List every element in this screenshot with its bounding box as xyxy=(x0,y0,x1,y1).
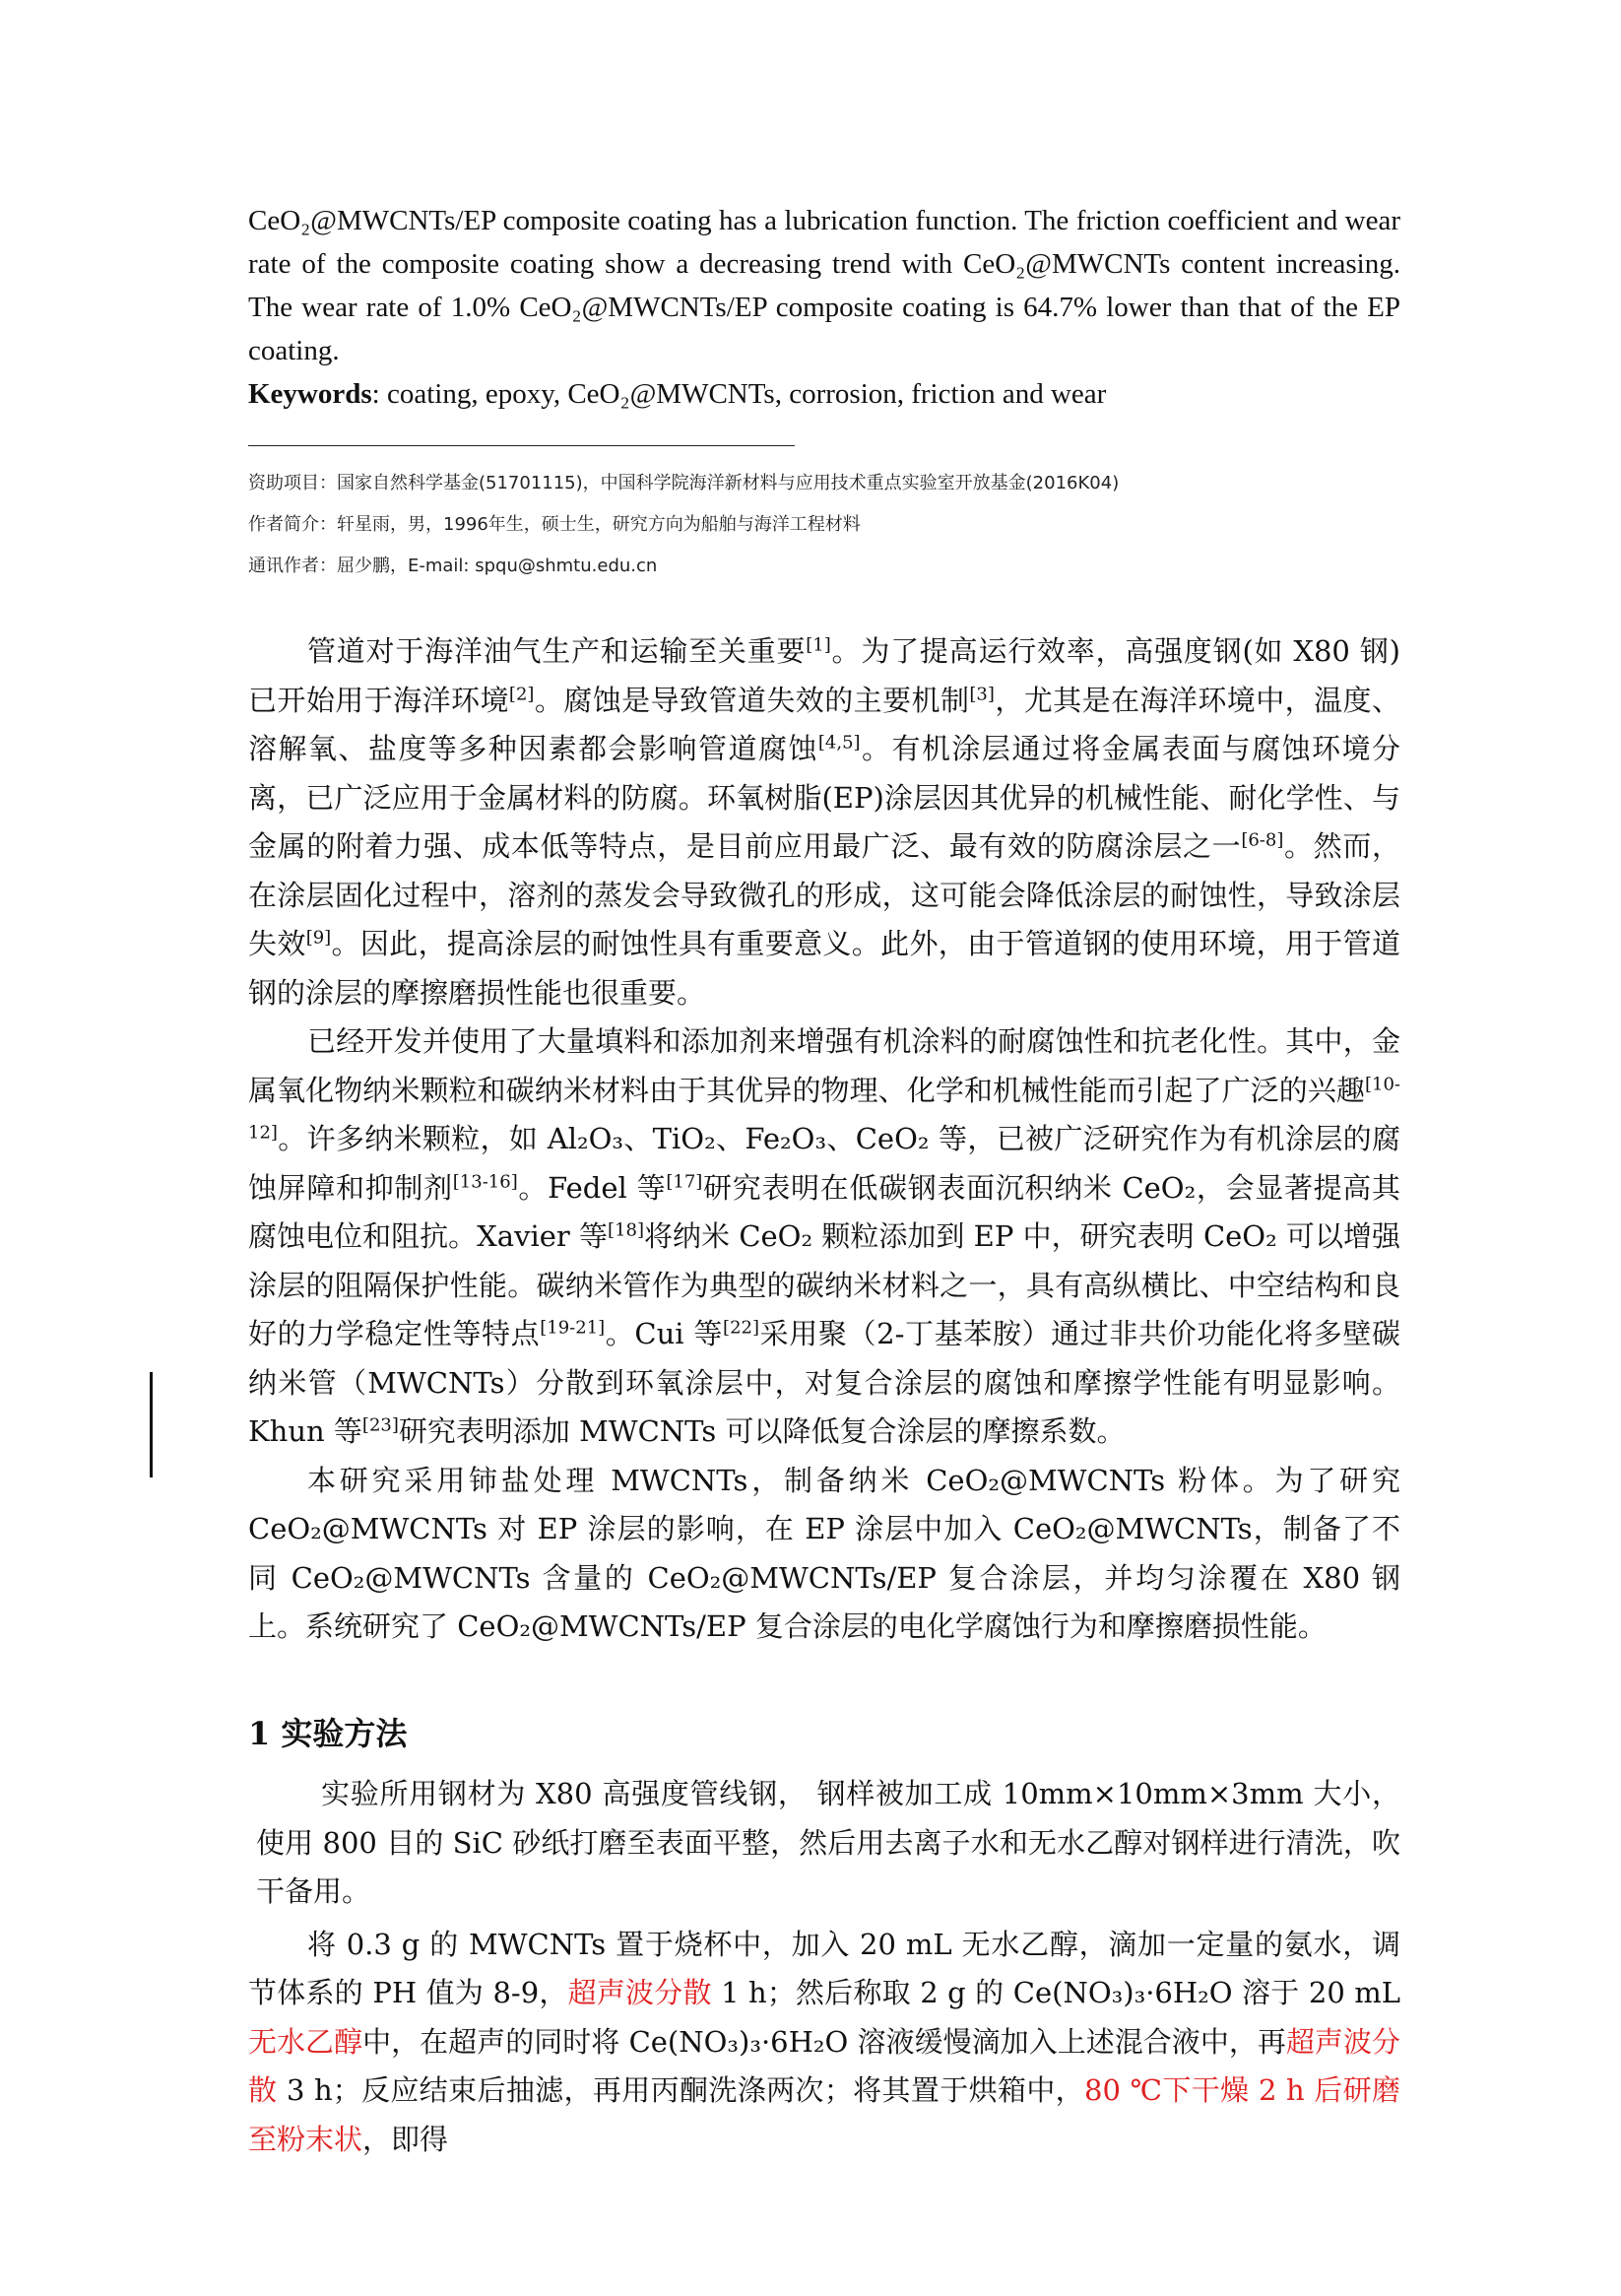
text: 采用聚（2-丁基苯胺）通过非共价功能化将多壁碳纳米管（MWCNTs）分散到环氧涂层中，对复合涂层的腐蚀和摩擦学性能有明显影响。Khun 等 xyxy=(248,1317,1400,1448)
citation: [1] xyxy=(806,634,831,656)
citation: [2] xyxy=(508,683,535,704)
text: 。Fedel 等 xyxy=(517,1170,667,1205)
methods-paragraph-1: 实验所用钢材为 X80 高强度管线钢， 钢样被加工成 10mm×10mm×3mm 大小，使用 800 目的 SiC 砂纸打磨至表面平整，然后用去离子水和无水乙醇对钢样进行清洗，吹干备用。 xyxy=(256,1777,1400,1908)
section-heading: 1 实验方法 xyxy=(248,1715,408,1752)
text: 3 h；反应结束后抽滤，再用丙酮洗涤两次；将其置于烘箱中， xyxy=(277,2073,1085,2107)
text: 已经开发并使用了大量填料和添加剂来增强有机涂料的耐腐蚀性和抗老化性。其中，金属氧化物纳米颗粒和碳纳米材料由于其优异的物理、化学和机械性能而引起了广泛的兴趣 xyxy=(248,1024,1400,1107)
keywords-text: : coating, epoxy, CeO₂@MWCNTs, corrosion, friction and wear xyxy=(371,378,1107,410)
text: 。然而，在涂层固化过程中，溶剂的蒸发会导致微孔的形成，这可能会降低涂层的耐蚀性，导致涂层失效 xyxy=(248,829,1400,960)
text: 管道对于海洋油气生产和运输至关重要 xyxy=(307,634,807,668)
footnote-author: 作者简介：轩星雨，男，1996年生，硕士生，研究方向为船舶与海洋工程材料 xyxy=(248,514,861,535)
citation: [23] xyxy=(361,1414,399,1436)
highlighted-text: 80 ℃下干燥 2 h 后研磨至粉末状 xyxy=(248,2073,1400,2156)
text: 将纳米 CeO₂ 颗粒添加到 EP 中，研究表明 CeO₂ 可以增强涂层的阻隔保护性能。碳纳米管作为典型的碳纳米材料之一，具有高纵横比、中空结构和良好的力学稳定性等特点 xyxy=(248,1219,1400,1350)
citation: [10-12] xyxy=(248,1073,1400,1144)
citation: [13-16] xyxy=(452,1170,518,1192)
highlighted-text: 无水乙醇 xyxy=(248,2024,363,2059)
highlighted-text: 超声波分散 xyxy=(567,1976,712,2009)
text: 。有机涂层通过将金属表面与腐蚀环境分离，已广泛应用于金属材料的防腐。环氧树脂(EP)涂层因其优异的机械性能、耐化学性、与金属的附着力强、成本低等特点，是目前应用最广泛、最有效的防腐涂层之一 xyxy=(248,732,1400,863)
citation: [6-8] xyxy=(1241,829,1284,851)
text: 中，在超声的同时将 Ce(NO₃)₃·6H₂O 溶液缓慢滴加入上述混合液中，再 xyxy=(362,2024,1286,2059)
citation: [3] xyxy=(969,683,995,704)
citation: [4,5] xyxy=(817,732,861,754)
text: 。腐蚀是导致管道失效的主要机制 xyxy=(534,683,970,717)
citation: [18] xyxy=(608,1219,644,1241)
text: 研究表明添加 MWCNTs 可以降低复合涂层的摩擦系数。 xyxy=(398,1414,1126,1448)
text: 。许多纳米颗粒，如 Al₂O₃、TiO₂、Fe₂O₃、CeO₂ 等，已被广泛研究作为有机涂层的腐蚀屏障和抑制剂 xyxy=(248,1122,1400,1205)
intro-paragraph-3: 本研究采用铈盐处理 MWCNTs，制备纳米 CeO₂@MWCNTs 粉体。为了研究 CeO₂@MWCNTs 对 EP 涂层的影响，在 EP 涂层中加入 CeO₂@MWCNTs，制备了不同 CeO₂@MWCNTs 含量的 CeO₂@MWCNTs/EP 复合涂层，并均匀涂覆在 X80 钢上。系统研究了 CeO₂@MWCNTs/EP 复合涂层的电化学腐蚀行为和摩擦磨损性能。 xyxy=(248,1463,1400,1643)
highlighted-text: 超声波分散 xyxy=(248,2024,1400,2107)
abstract-text: CeO₂@MWCNTs/EP composite coating has a lubrication function. The friction coefficient and wear rate of the composite coating show a decreasing trend with CeO₂@MWCNTs content increasing. The wear rate of 1.0% CeO₂@MWCNTs/EP composite coating is 64.7% lower than that of the EP coating. xyxy=(248,205,1400,366)
text: 。Cui 等 xyxy=(605,1317,724,1350)
revision-change-bar xyxy=(150,1372,153,1477)
footnote-corresponding: 通讯作者：屈少鹏，E-mail: spqu@shmtu.edu.cn xyxy=(248,556,658,576)
intro-paragraph-2 xyxy=(248,1017,1400,1457)
footnotes xyxy=(248,463,1400,587)
citation: [9] xyxy=(305,927,332,949)
text: ，即得 xyxy=(362,2122,449,2156)
text: 研究表明在低碳钢表面沉积纳米 CeO₂，会显著提高其腐蚀电位和阻抗。Xavier 等 xyxy=(248,1170,1400,1253)
introduction xyxy=(248,627,1400,1652)
footnote-funding: 资助项目：国家自然科学基金(51701115)，中国科学院海洋新材料与应用技术重点实验室开放基金(2016K04) xyxy=(248,473,1120,493)
keywords-label: Keywords xyxy=(248,378,372,410)
text: 1 h；然后称取 2 g 的 Ce(NO₃)₃·6H₂O 溶于 20 mL xyxy=(711,1976,1400,2009)
citation: [22] xyxy=(723,1317,759,1339)
intro-paragraph-1 xyxy=(248,627,1400,1017)
text: 将 0.3 g 的 MWCNTs 置于烧杯中，加入 20 mL 无水乙醇，滴加一定量的氨水，调节体系的 PH 值为 8-9， xyxy=(248,1927,1400,2009)
text: 。为了提高运行效率，高强度钢(如 X80 钢)已开始用于海洋环境 xyxy=(248,634,1400,717)
text: ，尤其是在海洋环境中，温度、溶解氧、盐度等多种因素都会影响管道腐蚀 xyxy=(248,683,1400,765)
methods-paragraph-2 xyxy=(248,1921,1400,2165)
english-abstract xyxy=(248,199,1400,372)
keywords-line xyxy=(248,372,1400,416)
text: 。因此，提高涂层的耐蚀性具有重要意义。此外，由于管道钢的使用环境，用于管道钢的涂层的摩擦磨损性能也很重要。 xyxy=(248,927,1400,1010)
citation: [17] xyxy=(666,1170,703,1192)
footnote-divider xyxy=(248,445,795,446)
methods-section xyxy=(248,1770,1400,2164)
citation: [19-21] xyxy=(540,1317,606,1339)
